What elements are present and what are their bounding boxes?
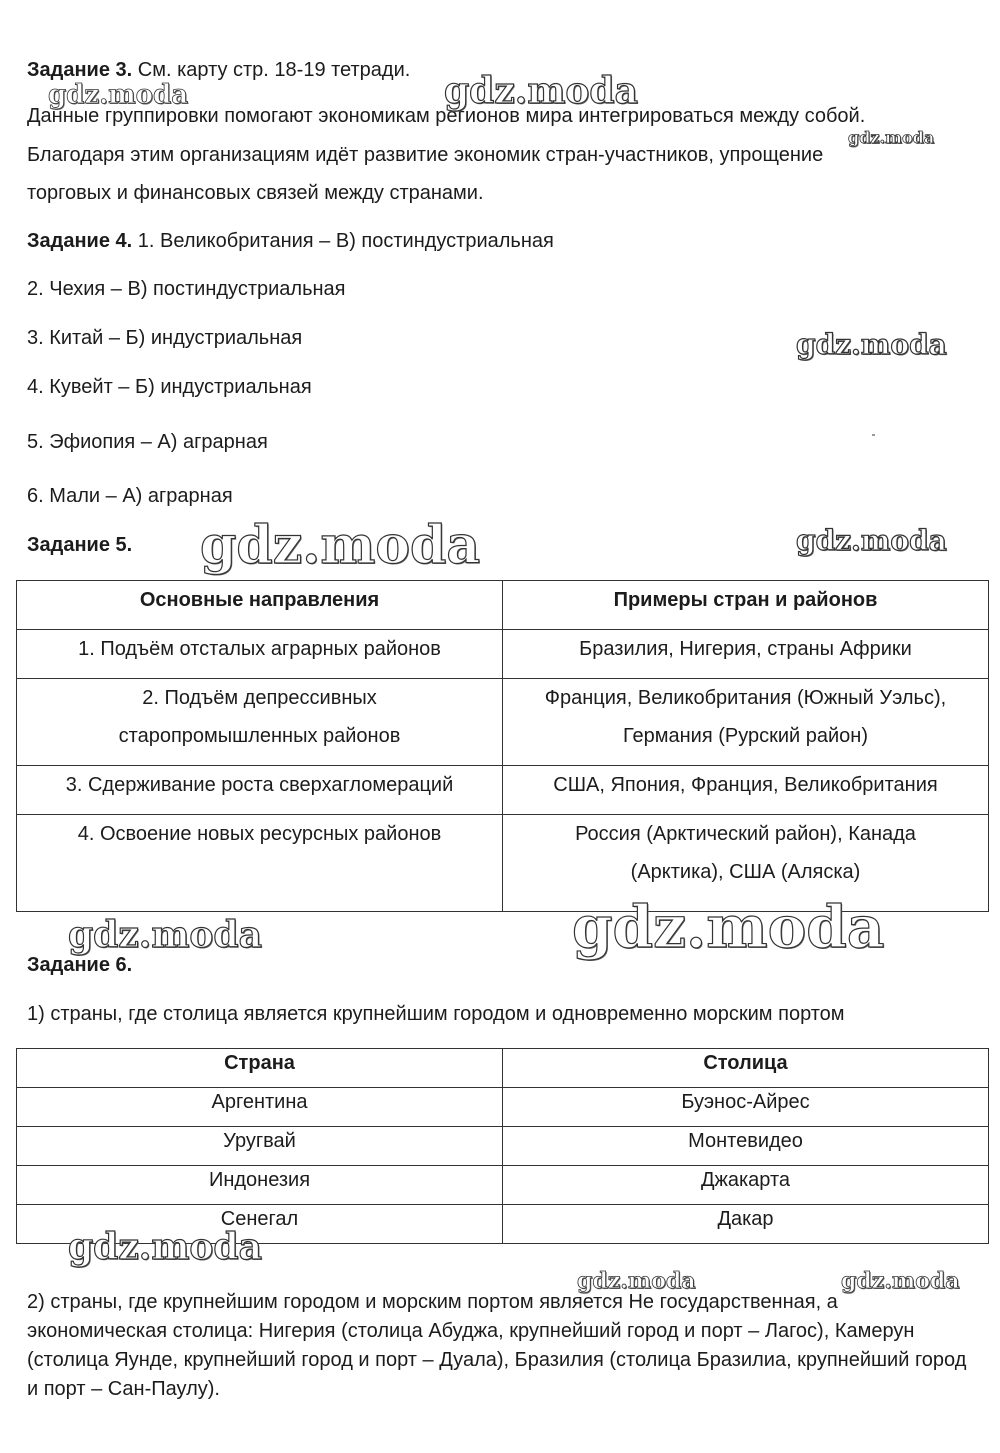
task3-line-3: торговых и финансовых связей между странами. <box>27 182 484 204</box>
table-cell: Россия (Арктический район), Канада (Арктика), США (Аляска) <box>503 815 989 912</box>
task5-table <box>16 580 989 912</box>
watermark-logo: gdz.moda <box>48 80 189 110</box>
table-row <box>17 679 989 766</box>
table-cell: 4. Освоение новых ресурсных районов <box>17 815 503 912</box>
table-cell: США, Япония, Франция, Великобритания <box>503 766 989 815</box>
table-cell: Уругвай <box>17 1127 503 1166</box>
table-header-row <box>17 581 989 630</box>
task6-heading <box>27 953 132 977</box>
task3-heading <box>27 58 410 82</box>
task4-heading <box>27 229 554 253</box>
watermark-logo: gdz.moda <box>577 1268 696 1294</box>
task3-label: Задание 3. <box>27 59 133 81</box>
table-header-cell: Страна <box>17 1049 503 1088</box>
table-cell: Сенегал <box>17 1205 503 1244</box>
table-cell: Бразилия, Нигерия, страны Африки <box>503 630 989 679</box>
table-cell: 3. Сдерживание роста сверхагломераций <box>17 766 503 815</box>
table-header-cell: Столица <box>503 1049 989 1088</box>
table-header-cell: Основные направления <box>17 581 503 630</box>
table-header-cell: Примеры стран и районов <box>503 581 989 630</box>
table-cell: Джакарта <box>503 1166 989 1205</box>
task4-item-2: 2. Чехия – В) постиндустриальная <box>27 278 346 300</box>
table-cell: Буэнос-Айрес <box>503 1088 989 1127</box>
table-cell: 2. Подъём депрессивных старопромышленных районов <box>17 679 503 766</box>
watermark-logo: gdz.moda <box>572 893 885 961</box>
table-row <box>17 630 989 679</box>
task6-label: Задание 6. <box>27 954 133 976</box>
watermark-logo: gdz.moda <box>796 328 947 361</box>
task6-part2: 2) страны, где крупнейшим городом и морским портом является Не государственная, а экономическая столица: Нигерия (столица Абуджа, крупнейший город и порт – Лагос), Камерун (столица Яунде, крупнейший город и порт – Дуала), Бразилия (столица Бразилиа, крупнейший город и порт – Сан-Паулу). <box>27 1291 967 1400</box>
table-row <box>17 1088 989 1127</box>
task5-label: Задание 5. <box>27 534 133 556</box>
watermark-logo: gdz.moda <box>841 1268 960 1294</box>
table-cell: Монтевидео <box>503 1127 989 1166</box>
task3-ref: См. карту стр. 18-19 тетради. <box>132 59 411 81</box>
task6-table <box>16 1048 989 1244</box>
task5-heading <box>27 533 132 557</box>
task3-line-1: Данные группировки помогают экономикам регионов мира интегрироваться между собой. <box>27 105 866 127</box>
table-row <box>17 766 989 815</box>
watermark-logo: gdz.moda <box>796 524 947 557</box>
table-cell: 1. Подъём отсталых аграрных районов <box>17 630 503 679</box>
task4-item-5: 5. Эфиопия – А) аграрная <box>27 431 268 453</box>
task3-line-2: Благодаря этим организациям идёт развитие экономик стран-участников, упрощение <box>27 144 824 166</box>
task4-item-1: 1. Великобритания – В) постиндустриальная <box>137 230 554 252</box>
scan-speck <box>872 434 875 436</box>
watermark-logo: gdz.moda <box>444 70 638 112</box>
watermark-logo: gdz.moda <box>68 1226 262 1268</box>
task4-item-6: 6. Мали – А) аграрная <box>27 485 233 507</box>
watermark-logo: gdz.moda <box>200 515 481 576</box>
task4-label: Задание 4. <box>27 230 133 252</box>
table-row <box>17 1127 989 1166</box>
watermark-logo: gdz.moda <box>848 128 935 147</box>
table-row <box>17 1166 989 1205</box>
table-cell: Аргентина <box>17 1088 503 1127</box>
table-cell: Дакар <box>503 1205 989 1244</box>
table-header-row <box>17 1049 989 1088</box>
watermark-logo: gdz.moda <box>68 914 262 956</box>
task4-item-3: 3. Китай – Б) индустриальная <box>27 327 303 349</box>
table-cell: Франция, Великобритания (Южный Уэльс), Германия (Рурский район) <box>503 679 989 766</box>
table-cell: Индонезия <box>17 1166 503 1205</box>
task6-part1: 1) страны, где столица является крупнейшим городом и одновременно морским портом <box>27 1003 845 1025</box>
task4-item-4: 4. Кувейт – Б) индустриальная <box>27 376 312 398</box>
